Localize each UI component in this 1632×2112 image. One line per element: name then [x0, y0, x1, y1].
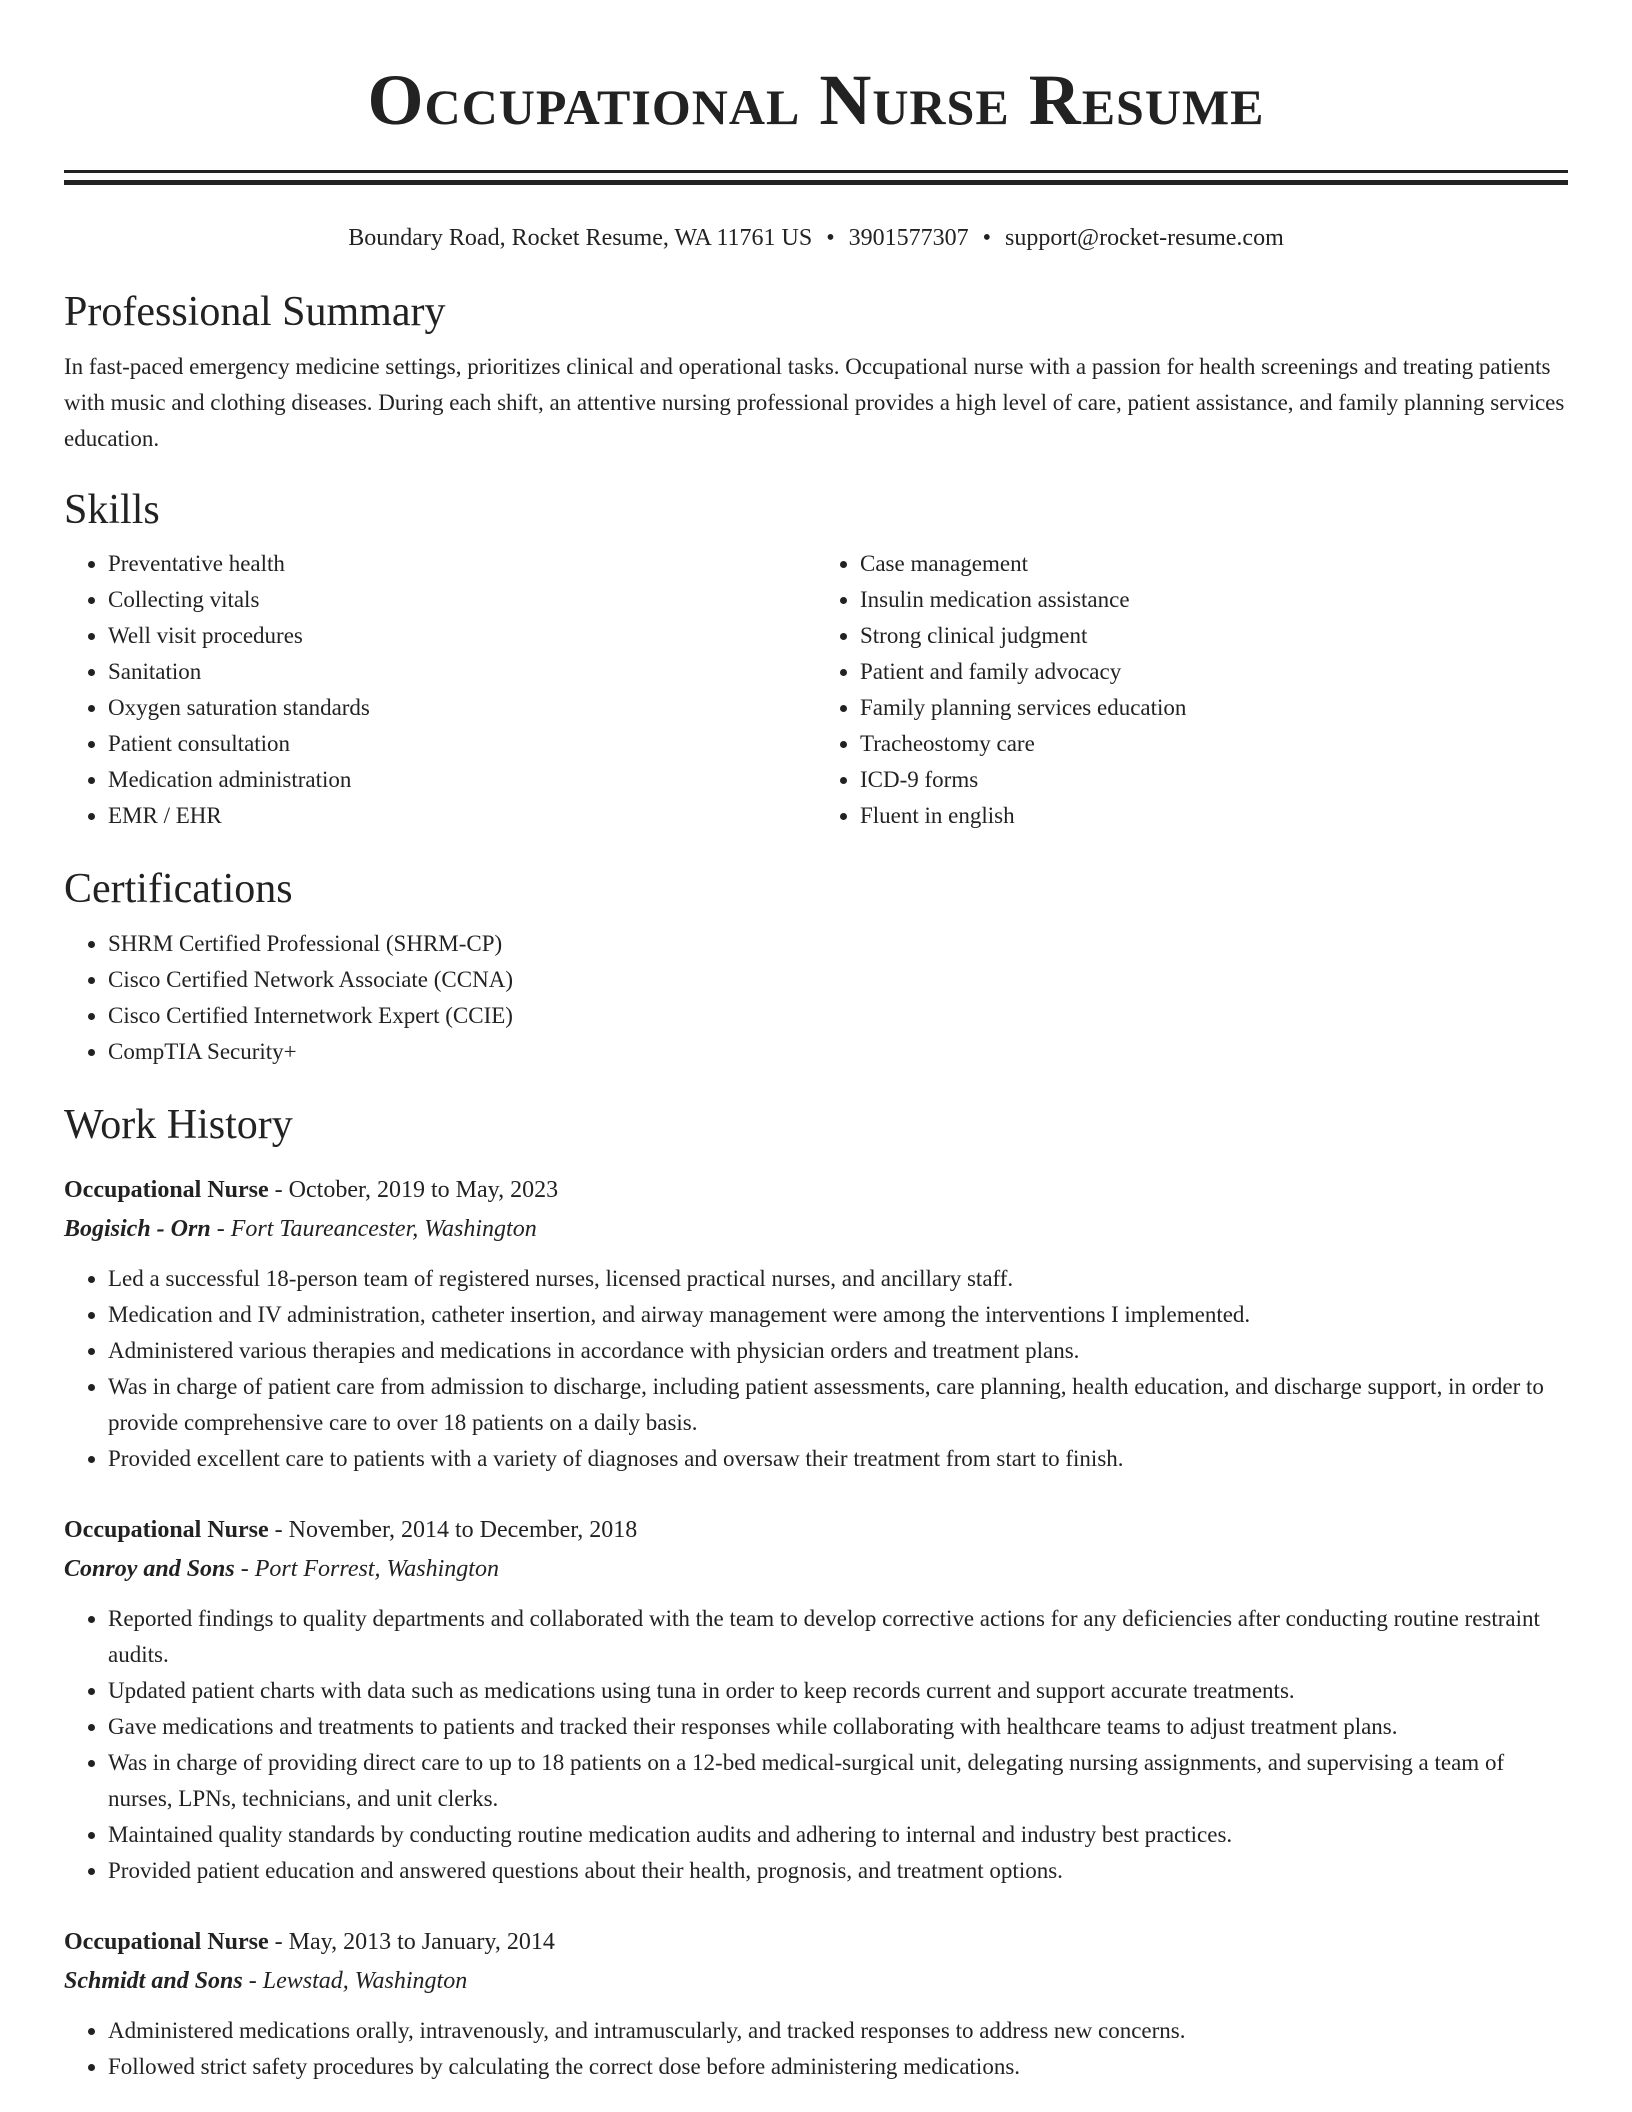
- job-title: Occupational Nurse: [64, 1176, 269, 1203]
- skill-item: • ICD-9 forms: [860, 762, 1568, 798]
- job-header: [64, 1171, 1568, 1209]
- contact-separator: •: [982, 225, 992, 251]
- job-bullets: [64, 2013, 1568, 2085]
- certification-item: • Cisco Certified Internetwork Expert (CCIE): [108, 998, 1568, 1034]
- job-organization: [64, 1549, 1568, 1589]
- job-header: [64, 1923, 1568, 1961]
- skill-item: • EMR / EHR: [108, 798, 816, 834]
- job-header: [64, 1511, 1568, 1549]
- summary-heading: Professional Summary: [64, 289, 446, 335]
- contact-address: Boundary Road, Rocket Resume, WA 11761 US: [348, 225, 813, 251]
- contact-separator: •: [826, 225, 835, 251]
- page-title: Occupational Nurse Resume: [367, 60, 1265, 140]
- skills-list-right: [816, 546, 1568, 834]
- skill-item: • Preventative health: [108, 546, 816, 582]
- job-bullet: • Provided excellent care to patients with a variety of diagnoses and oversaw their treatment from start to finish.: [108, 1441, 1568, 1477]
- job-location: - Lewstad, Washington: [248, 1967, 468, 1994]
- job-dates: - November, 2014 to December, 2018: [274, 1516, 638, 1543]
- job-bullets: [64, 1261, 1568, 1477]
- contact-email[interactable]: support@rocket-resume.com: [1005, 225, 1284, 251]
- job-bullet: • Updated patient charts with data such as medications using tuna in order to keep records current and support accurate treatments.: [108, 1673, 1568, 1709]
- certifications-section: [64, 864, 1568, 1070]
- jobs-container: [64, 1171, 1568, 2085]
- job-organization: [64, 1209, 1568, 1249]
- job-bullet: • Provided patient education and answered questions about their health, prognosis, and treatment options.: [108, 1853, 1568, 1889]
- job-bullet: • Reported findings to quality departments and collaborated with the team to develop corrective actions for any deficiencies after conducting routine restraint audits.: [108, 1601, 1568, 1673]
- certifications-list: [64, 926, 1568, 1070]
- job-bullet: • Was in charge of providing direct care to up to 18 patients on a 12-bed medical-surgical unit, delegating nursing assignments, and supervising a team of nurses, LPNs, technicians, and unit clerks.: [108, 1745, 1568, 1817]
- skills-list-left: [64, 546, 816, 834]
- certification-item: • CompTIA Security+: [108, 1034, 1568, 1070]
- job-location: - Fort Taureancester, Washington: [216, 1215, 537, 1242]
- job-dates: - October, 2019 to May, 2023: [274, 1176, 559, 1203]
- job-bullet: • Was in charge of patient care from admission to discharge, including patient assessments, care planning, health education, and discharge support, in order to provide comprehensive care to over 18 patients on a daily basis.: [108, 1369, 1568, 1441]
- job-location: - Port Forrest, Washington: [240, 1555, 499, 1582]
- job-organization: [64, 1961, 1568, 2001]
- skill-item: • Patient and family advocacy: [860, 654, 1568, 690]
- job-bullet: • Medication and IV administration, catheter insertion, and airway management were among the interventions I implemented.: [108, 1297, 1568, 1333]
- job-bullet: • Maintained quality standards by conducting routine medication audits and adhering to internal and industry best practices.: [108, 1817, 1568, 1853]
- summary-text: In fast-paced emergency medicine settings, prioritizes clinical and operational tasks. Occupational nurse with a passion for health screenings and treating patients with music and clothing diseases. During each shift, an attentive nursing professional provides a high level of care, patient assistance, and family planning services education.: [64, 354, 1565, 452]
- job-company: Bogisich - Orn: [64, 1215, 211, 1242]
- skill-item: • Sanitation: [108, 654, 816, 690]
- skill-item: • Insulin medication assistance: [860, 582, 1568, 618]
- title-rule-bottom: [64, 180, 1568, 185]
- job-company: Schmidt and Sons: [64, 1967, 243, 1994]
- job-title: Occupational Nurse: [64, 1928, 269, 1955]
- contact-phone: 3901577307: [848, 225, 969, 251]
- job-entry: [64, 1923, 1568, 2085]
- skill-item: • Well visit procedures: [108, 618, 816, 654]
- title-rule-top: [64, 170, 1568, 173]
- skill-item: • Patient consultation: [108, 726, 816, 762]
- skill-item: • Strong clinical judgment: [860, 618, 1568, 654]
- job-bullet: • Administered various therapies and medications in accordance with physician orders and treatment plans.: [108, 1333, 1568, 1369]
- certification-item: • SHRM Certified Professional (SHRM-CP): [108, 926, 1568, 962]
- job-dates: - May, 2013 to January, 2014: [274, 1928, 555, 1955]
- certifications-heading: Certifications: [64, 865, 293, 912]
- job-entry: [64, 1171, 1568, 1477]
- job-bullet: • Gave medications and treatments to patients and tracked their responses while collaborating with healthcare teams to adjust treatment plans.: [108, 1709, 1568, 1745]
- work-section: [64, 1100, 1568, 2084]
- skill-item: • Collecting vitals: [108, 582, 816, 618]
- skills-section: [64, 485, 1568, 833]
- skills-columns: [64, 546, 1568, 834]
- job-title: Occupational Nurse: [64, 1516, 269, 1543]
- skill-item: • Medication administration: [108, 762, 816, 798]
- job-bullet: • Administered medications orally, intravenously, and intramuscularly, and tracked responses to address new concerns.: [108, 2013, 1568, 2049]
- skill-item: • Fluent in english: [860, 798, 1568, 834]
- contact-line: [64, 223, 1568, 253]
- job-company: Conroy and Sons: [64, 1555, 235, 1582]
- certification-item: • Cisco Certified Network Associate (CCNA): [108, 962, 1568, 998]
- job-bullet: • Followed strict safety procedures by calculating the correct dose before administering medications.: [108, 2049, 1568, 2085]
- skills-heading: Skills: [64, 487, 160, 534]
- job-bullets: [64, 1601, 1568, 1889]
- job-bullet: • Led a successful 18-person team of registered nurses, licensed practical nurses, and ancillary staff.: [108, 1261, 1568, 1297]
- skill-item: • Case management: [860, 546, 1568, 582]
- skill-item: • Tracheostomy care: [860, 726, 1568, 762]
- skill-item: • Oxygen saturation standards: [108, 690, 816, 726]
- job-entry: [64, 1511, 1568, 1889]
- summary-section: [64, 287, 1568, 457]
- skill-item: • Family planning services education: [860, 690, 1568, 726]
- work-heading: Work History: [64, 1102, 293, 1149]
